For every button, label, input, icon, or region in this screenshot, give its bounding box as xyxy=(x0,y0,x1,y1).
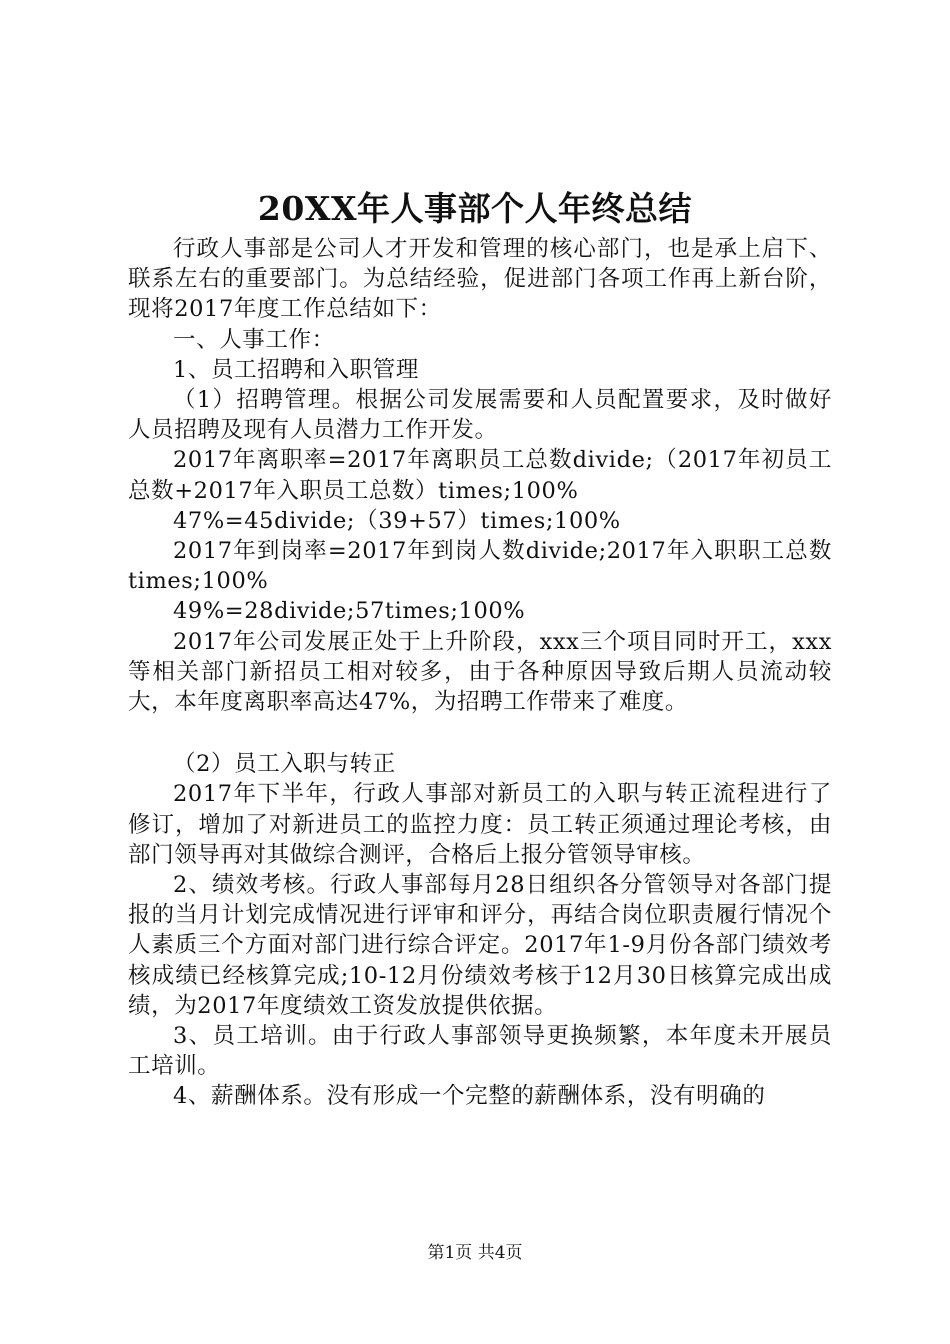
paragraph-intro: 行政人事部是公司人才开发和管理的核心部门，也是承上启下、联系左右的重要部门。为总结经验，促进部门各项工作再上新台阶，现将2017年度工作总结如下： xyxy=(128,236,832,323)
document-body xyxy=(128,234,832,1112)
paragraph-training: 3、员工培训。由于行政人事部领导更换频繁，本年度未开展员工培训。 xyxy=(128,1023,832,1080)
paragraph-turnover-formula: 2017年离职率=2017年离职员工总数divide;（2017年初员工总数+2017年入职员工总数）times;100% xyxy=(128,447,832,504)
paragraph-arrival-formula: 2017年到岗率=2017年到岗人数divide;2017年入职职工总数times;100% xyxy=(128,538,832,595)
subheading-onboarding: （2）员工入职与转正 xyxy=(173,751,396,778)
page-footer: 第1页 共4页 xyxy=(427,1243,523,1263)
subheading-recruitment: 1、员工招聘和入职管理 xyxy=(173,356,419,383)
paragraph-recruitment-management: （1）招聘管理。根据公司发展需要和人员配置要求，及时做好人员招聘及现有人员潜力工作开发。 xyxy=(128,387,832,444)
paragraph-turnover-analysis: 2017年公司发展正处于上升阶段，xxx三个项目同时开工，xxx等相关部门新招员工相对较多，由于各种原因导致后期人员流动较大，本年度离职率高达47%，为招聘工作带来了难度。 xyxy=(128,628,832,716)
paragraph-performance: 2、绩效考核。行政人事部每月28日组织各分管领导对各部门提报的当月计划完成情况进行评审和评分，再结合岗位职责履行情况个人素质三个方面对部门进行综合评定。2017年1-9月份各部门绩效考核成绩已经核算完成;10-12月份绩效考核于12月30日核算完成出成绩，为2017年度绩效工资发放提供依据。 xyxy=(128,872,832,1019)
paragraph-salary: 4、薪酬体系。没有形成一个完整的薪酬体系，没有明确的 xyxy=(173,1083,766,1110)
paragraph-onboarding: 2017年下半年，行政人事部对新员工的入职与转正流程进行了修订，增加了对新进员工的监控力度：员工转正须通过理论考核，由部门领导再对其做综合测评，合格后上报分管领导审核。 xyxy=(128,781,832,868)
document-title: 20XX年人事部个人年终总结 xyxy=(257,189,693,228)
paragraph-arrival-value: 49%=28divide;57times;100% xyxy=(173,598,526,625)
paragraph-gap xyxy=(128,717,832,749)
paragraph-turnover-value: 47%=45divide;（39+57）times;100% xyxy=(173,507,621,534)
section-heading-hr-work: 一、人事工作： xyxy=(173,326,335,353)
